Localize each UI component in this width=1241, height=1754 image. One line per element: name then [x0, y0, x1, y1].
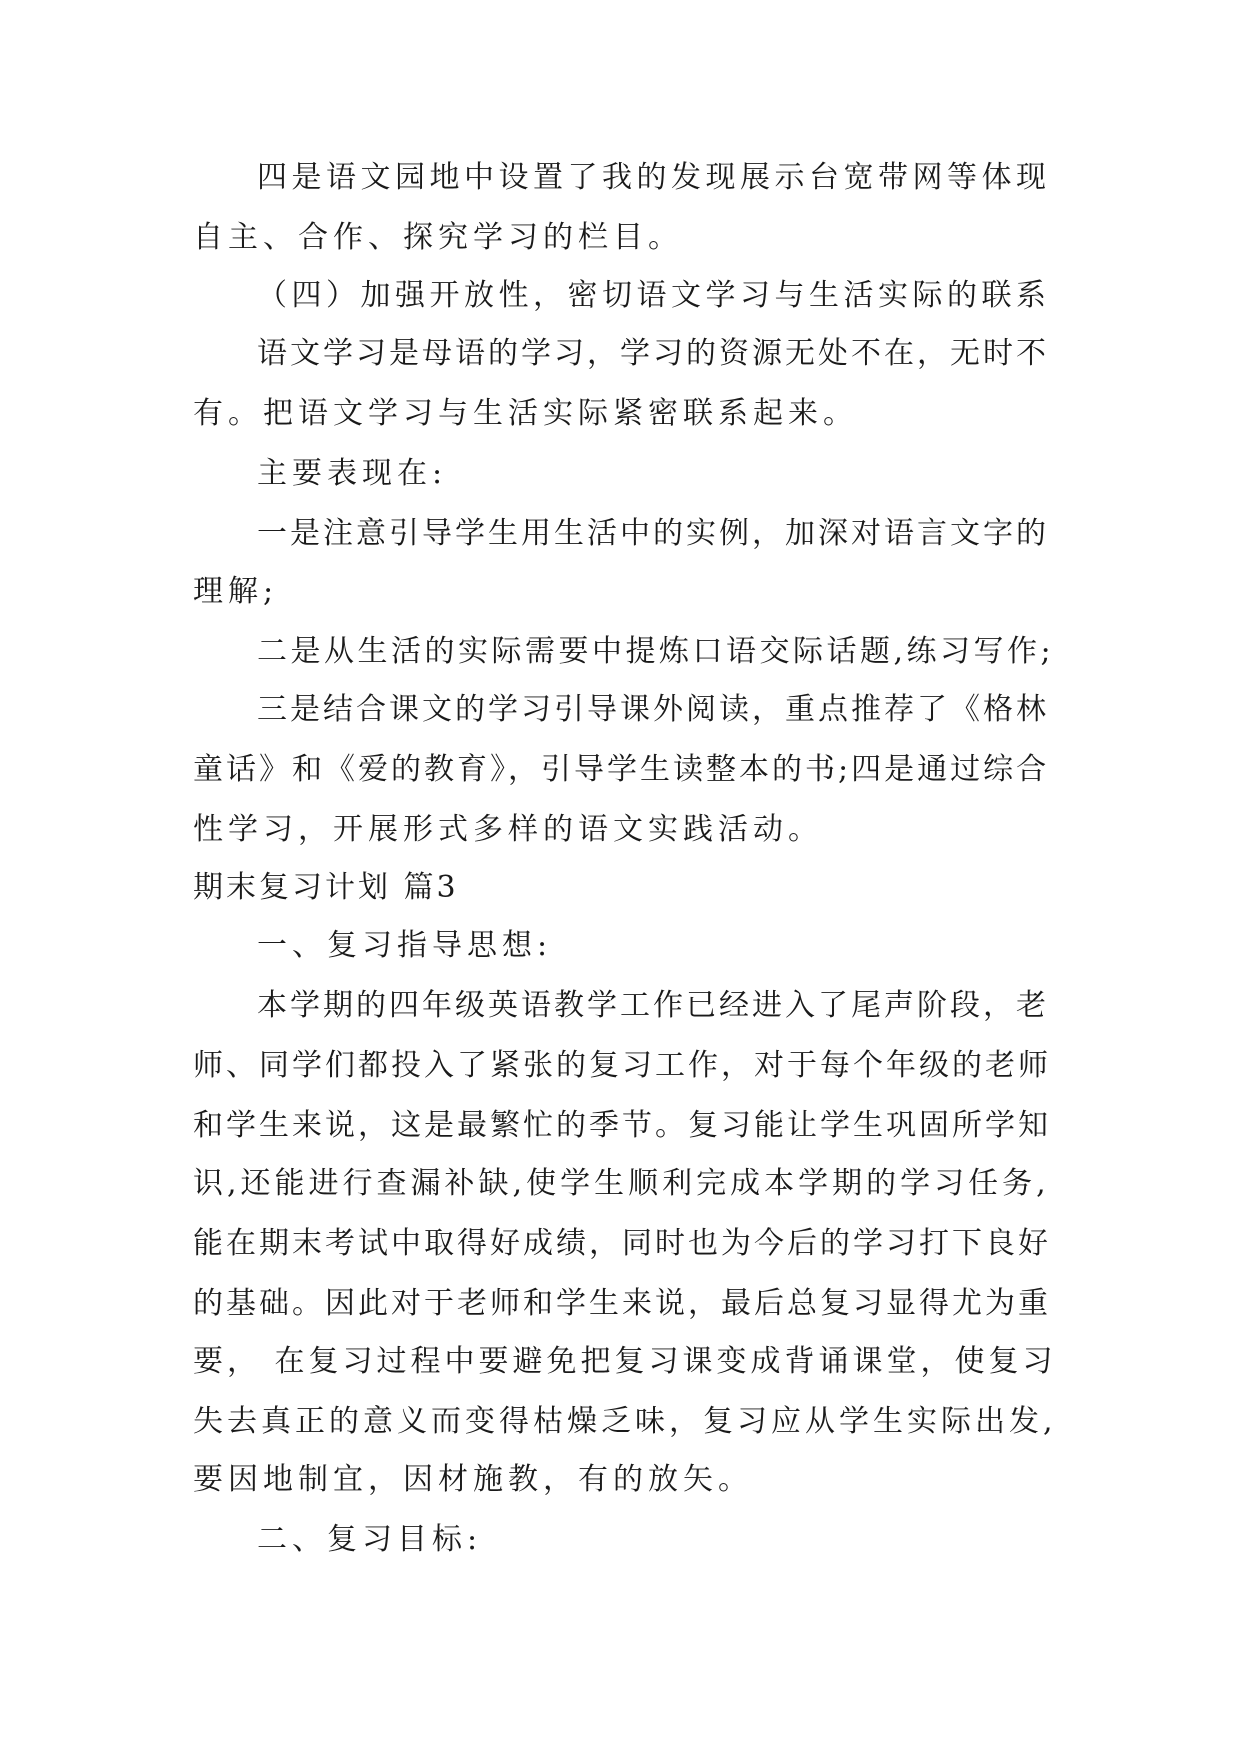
text-line: 和学生来说，这是最繁忙的季节。复习能让学生巩固所学知 — [193, 1108, 1051, 1143]
text-line: 三是结合课文的学习引导课外阅读，重点推荐了《格林 — [257, 692, 1049, 727]
text-line: 性学习，开展形式多样的语文实践活动。 — [193, 812, 823, 847]
text-line: 能在期末考试中取得好成绩，同时也为今后的学习打下良好 — [193, 1226, 1051, 1261]
text-line: 四是语文园地中设置了我的发现展示台宽带网等体现 — [257, 160, 1051, 195]
text-line: 自主、合作、探究学习的栏目。 — [193, 220, 683, 255]
text-line: 失去真正的意义而变得枯燥乏味，复习应从学生实际出发, — [193, 1404, 1057, 1439]
text-line: 主要表现在: — [257, 456, 448, 491]
text-line: 要因地制宜，因材施教，有的放矢。 — [193, 1462, 753, 1497]
text-line: 童话》和《爱的教育》，引导学生读整本的书;四是通过综合 — [193, 752, 1050, 787]
text-line: 有。把语文学习与生活实际紧密联系起来。 — [193, 396, 858, 431]
text-line: 理解; — [193, 574, 279, 609]
section-heading: 期末复习计划 篇3 — [193, 870, 459, 905]
text-line: 师、同学们都投入了紧张的复习工作，对于每个年级的老师 — [193, 1048, 1051, 1083]
text-line: 要， 在复习过程中要避免把复习课变成背诵课堂，使复习 — [193, 1344, 1057, 1379]
text-line: 一是注意引导学生用生活中的实例，加深对语言文字的 — [257, 516, 1049, 551]
text-line: 识,还能进行查漏补缺,使学生顺利完成本学期的学习任务, — [193, 1166, 1050, 1201]
text-line: 语文学习是母语的学习，学习的资源无处不在，无时不 — [257, 336, 1049, 371]
text-line: 二、复习目标: — [257, 1522, 483, 1557]
text-line: （四）加强开放性，密切语文学习与生活实际的联系 — [257, 278, 1051, 313]
text-line: 二是从生活的实际需要中提炼口语交际话题,练习写作; — [257, 634, 1055, 669]
text-line: 一、复习指导思想: — [257, 928, 553, 963]
text-line: 的基础。因此对于老师和学生来说，最后总复习显得尤为重 — [193, 1286, 1051, 1321]
text-line: 本学期的四年级英语教学工作已经进入了尾声阶段，老 — [257, 988, 1049, 1023]
